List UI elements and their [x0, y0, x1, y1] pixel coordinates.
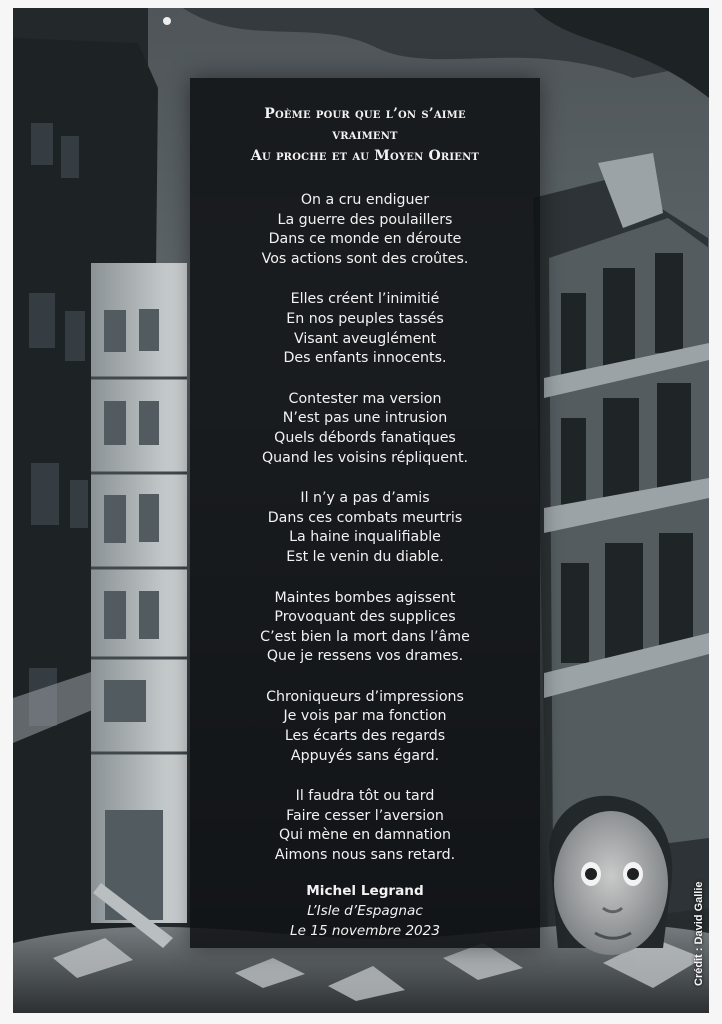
poem-stanzas [205, 191, 525, 887]
poem-line: Les écarts des regards [284, 728, 446, 745]
image-credit: Crédit : David Gallie [693, 881, 705, 986]
poem-line: Il n’y a pas d’amis [300, 490, 430, 507]
poem-line: Qui mène en damnation [278, 827, 451, 844]
stanza-5 [205, 589, 525, 667]
poem-line: Faire cesser l’aversion [286, 807, 444, 824]
poem-line: La guerre des poulaillers [277, 211, 453, 228]
poem-line: N’est pas une intrusion [282, 410, 448, 427]
poem-line: Vos actions sont des croûtes. [261, 250, 469, 267]
title-line: Poème pour que l’on s’aime [264, 106, 466, 122]
poem-line: Contester ma version [288, 390, 442, 407]
poem-line: Est le venin du diable. [286, 548, 444, 565]
stanza-2 [205, 290, 525, 368]
poem-line: Il faudra tôt ou tard [295, 788, 435, 805]
child-face-illustration [549, 796, 672, 955]
poem-line: Quels débords fanatiques [274, 429, 456, 446]
stanza-6 [205, 688, 525, 766]
signature-place: L’Isle d’Espagnac [307, 903, 423, 919]
poem-line: Chroniqueurs d’impressions [266, 688, 464, 705]
stanza-4 [205, 489, 525, 567]
poem-line: Des enfants innocents. [283, 350, 447, 367]
poem-signature [205, 881, 525, 941]
poem-line: Quand les voisins répliquent. [261, 449, 469, 466]
stanza-3 [205, 390, 525, 468]
poem-line: Je vois par ma fonction [283, 708, 447, 725]
poem-line: Provoquant des supplices [274, 609, 456, 626]
poem-line: Maintes bombes agissent [274, 589, 456, 606]
poem-line: C’est bien la mort dans l’âme [260, 628, 470, 645]
poem-line: On a cru endiguer [300, 192, 430, 208]
author-name: Michel Legrand [306, 883, 424, 899]
poem-line: Que je ressens vos drames. [266, 648, 464, 665]
poem-line: En nos peuples tassés [286, 310, 444, 327]
title-line: vraiment [332, 127, 398, 143]
poem-line: Appuyés sans égard. [290, 747, 440, 764]
stanza-1 [205, 191, 525, 269]
stanza-7 [205, 787, 525, 865]
title-line: Au proche et au Moyen Orient [250, 148, 480, 164]
signature-date: Le 15 novembre 2023 [290, 923, 440, 939]
poem-line: Elles créent l’inimitié [290, 291, 440, 308]
poem-line: Aimons nous sans retard. [274, 847, 456, 864]
poem-line: Visant aveuglément [293, 330, 437, 347]
poem-line: Dans ces combats meurtris [267, 509, 463, 526]
poem-line: La haine inqualifiable [289, 529, 441, 546]
poem-title [205, 104, 525, 167]
poem-line: Dans ce monde en déroute [268, 231, 462, 248]
